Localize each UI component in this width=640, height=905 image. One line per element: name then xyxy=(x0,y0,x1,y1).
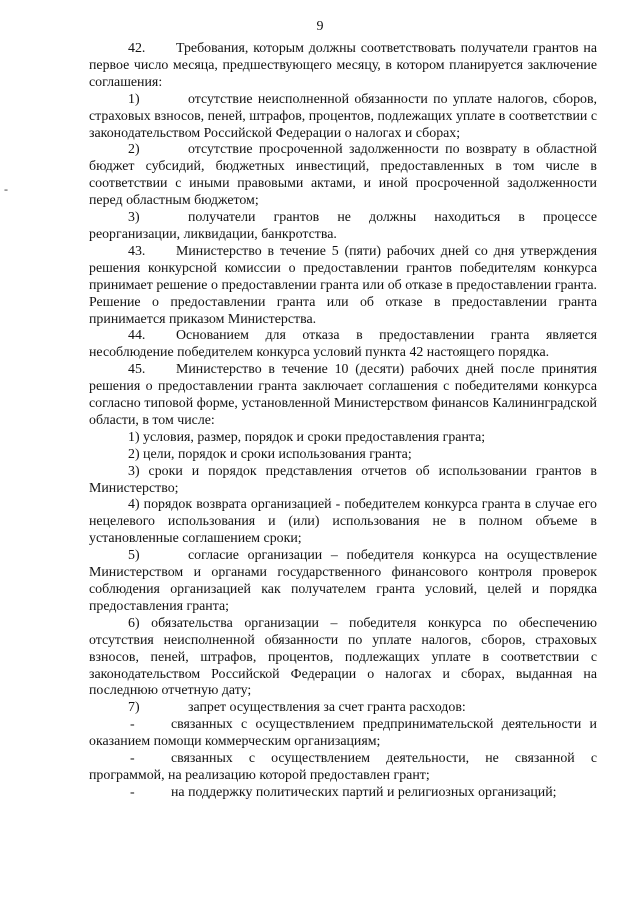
item-number: 3) xyxy=(128,210,140,226)
list-item: 3) сроки и порядок представления отчетов об использовании грантов в Министерство; xyxy=(89,463,597,496)
paragraph-text: Министерство в течение 5 (пяти) рабочих дней со дня утверждения решения конкурсной комиссии о предоставлении грантов победителям конкурса принимает решение о предоставлении гранта или об отказе в предоставлении гранта. Решение о предоставлении гранта или об отказе в предоставлении гранта принимается приказом Министерства. xyxy=(89,243,597,327)
document-body xyxy=(89,41,597,802)
paragraph-text: запрет осуществления за счет гранта расходов: xyxy=(188,700,466,716)
item-number: 42. xyxy=(128,41,146,56)
dash-marker: - xyxy=(130,751,135,767)
list-item xyxy=(89,700,597,717)
list-item: 1) условия, размер, порядок и сроки предоставления гранта; xyxy=(128,429,486,445)
list-item xyxy=(89,92,597,143)
item-number: 44. xyxy=(128,328,146,344)
list-item xyxy=(89,210,597,244)
paragraph-43 xyxy=(89,244,597,329)
dash-item xyxy=(89,717,597,751)
margin-mark: - xyxy=(4,182,8,196)
paragraph-42 xyxy=(89,41,597,92)
paragraph-text: Министерство в течение 10 (десяти) рабочих дней после принятия решения о предоставлении гранта заключает соглашения с победителями конкурса согласно типовой форме, установленной Министерством финансов Калининградской области, в том числе: xyxy=(89,362,597,428)
dash-marker: - xyxy=(130,717,135,733)
dash-marker: - xyxy=(130,784,135,800)
page-number: 9 xyxy=(316,19,324,34)
list-item: 4) порядок возврата организацией - победителем конкурса гранта в случае его нецелевого использования и (или) использования не в полном объеме в установленные соглашением сроки; xyxy=(89,497,597,547)
paragraph-text: связанных с осуществлением деятельности, не связанной с программой, на реализацию которой предоставлен грант; xyxy=(89,751,597,783)
dash-item xyxy=(89,751,597,785)
paragraph-text: Требования, которым должны соответствовать получатели грантов на первое число месяца, предшествующего месяцу, в котором планируется заключение соглашения: xyxy=(89,41,597,90)
dash-item xyxy=(89,785,597,802)
list-item: 6) обязательства организации – победителя конкурса по обеспечению отсутствия неисполненной обязанности по уплате налогов, сборов, страховых взносов, пеней, штрафов, процентов, подлежащих уплате в соответствии с законодательством Российской Федерации о налогах и сборах, выданная на последнюю отчетную дату; xyxy=(89,615,597,699)
paragraph-text: согласие организации – победителя конкурса на осуществление Министерством и органами государственного финансового контроля проверок соблюдения организацией как получателем гранта условий, целей и порядка предоставления гранта; xyxy=(89,548,597,614)
item-number: 5) xyxy=(128,548,140,564)
paragraph-text: получатели грантов не должны находиться в процессе реорганизации, ликвидации, банкротства. xyxy=(89,210,597,242)
paragraph-text: отсутствие неисполненной обязанности по уплате налогов, сборов, страховых взносов, пеней, штрафов, процентов, подлежащих уплате в соответствии с законодательством Российской Федерации о налогах и сборах; xyxy=(89,91,597,141)
item-number: 2) xyxy=(128,142,140,158)
item-number: 7) xyxy=(128,700,140,716)
paragraph-text: на поддержку политических партий и религиозных организаций; xyxy=(171,784,557,800)
paragraph-44 xyxy=(89,328,597,362)
paragraph-text: отсутствие просроченной задолженности по возврату в областной бюджет субсидий, бюджетных инвестиций, предоставленных в том числе в соответствии с иными правовыми актами, и иной просроченной задолженности перед областным бюджетом; xyxy=(89,142,597,209)
list-item xyxy=(89,548,597,616)
list-item xyxy=(89,142,597,210)
item-number: 1) xyxy=(128,91,140,107)
list-item: 2) цели, порядок и сроки использования гранта; xyxy=(128,446,412,462)
paragraph-text: связанных с осуществлением предпринимательской деятельности и оказанием помощи коммерческим организациям; xyxy=(89,717,597,750)
paragraph-45 xyxy=(89,362,597,430)
item-number: 43. xyxy=(128,243,146,259)
item-number: 45. xyxy=(128,362,146,378)
paragraph-text: Основанием для отказа в предоставлении гранта является несоблюдение победителем конкурса условий пункта 42 настоящего порядка. xyxy=(89,328,597,361)
